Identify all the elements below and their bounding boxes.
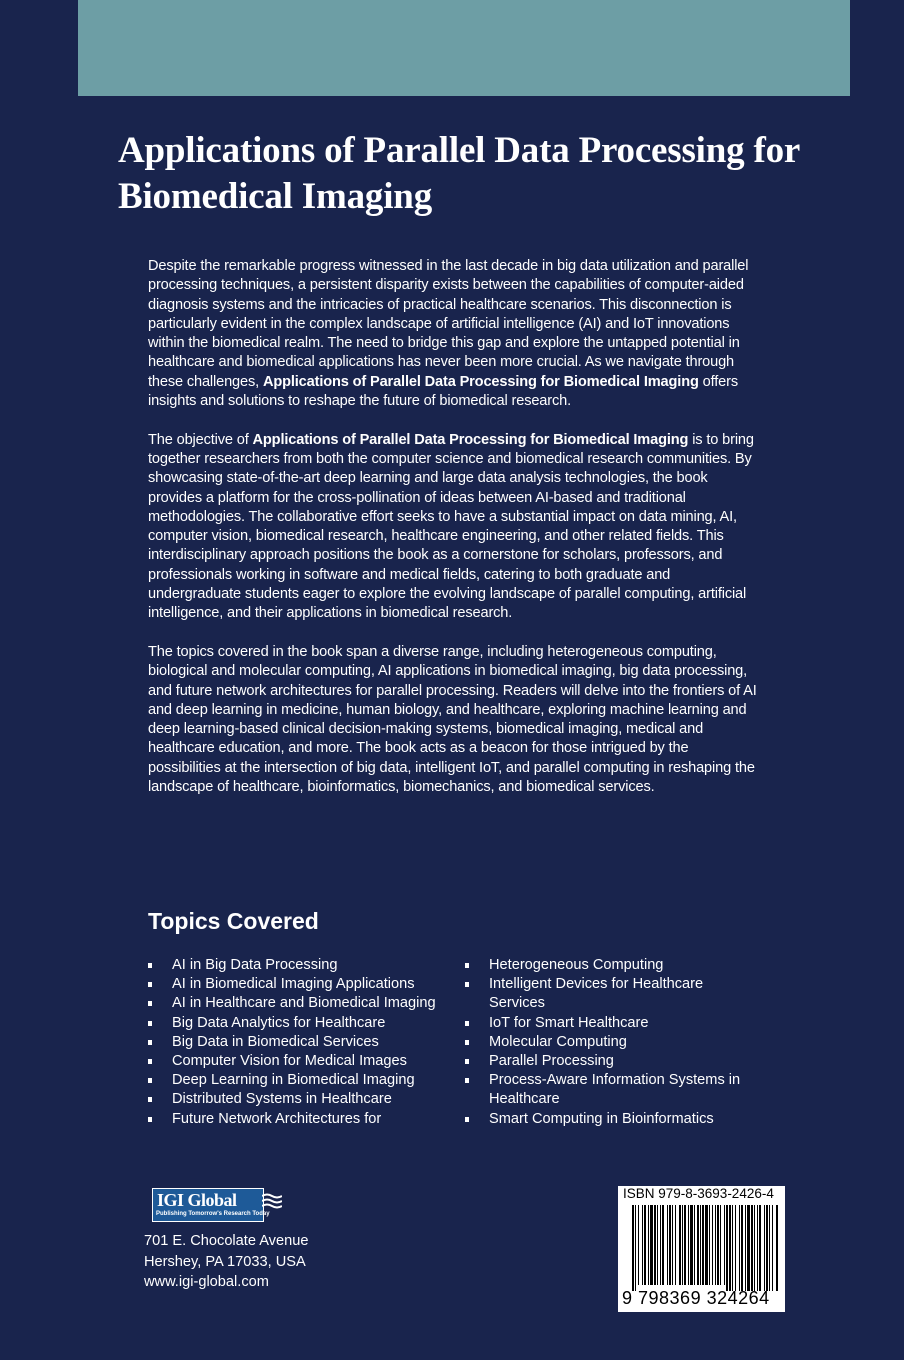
barcode-bar: [720, 1205, 721, 1285]
text-segment: is to bring together researchers from both the computer science and biomedical research communities. By showcasing state-of-the-art deep learning and large data analysis technologies, the book provides a platform for the cross-pollination of ideas between AI-based and traditional methodologies. The collaborative effort seeks to have a substantial impact on data mining, AI, computer vision, biomedical research, healthcare engineering, and other related fields. This interdisciplinary approach positions the book as a cornerstone for scholars, professors, and professionals working in software and medical fields, catering to both graduate and undergraduate students eager to explore the evolving landscape of parallel computing, artificial intelligence, and their applications in biomedical research.: [148, 431, 754, 622]
barcode-bar: [667, 1205, 668, 1285]
barcode-bar: [745, 1205, 746, 1291]
topic-item: Future Network Architectures for: [147, 1110, 437, 1129]
barcode-bar: [694, 1205, 695, 1285]
barcode-bar: [705, 1205, 708, 1285]
topic-item: Heterogeneous Computing: [464, 956, 754, 975]
barcode-bar: [772, 1205, 773, 1291]
paragraph: [148, 643, 760, 797]
barcode-bar: [644, 1205, 646, 1285]
barcode-bar: [757, 1205, 758, 1291]
text-segment: The objective of: [148, 431, 253, 448]
barcode-bar: [741, 1205, 743, 1291]
barcode-bar: [759, 1205, 761, 1291]
igi-global-logo: [152, 1188, 270, 1222]
barcode-bar: [715, 1205, 716, 1285]
barcode-bar: [735, 1205, 736, 1291]
barcode-bar: [766, 1205, 768, 1291]
barcode-bar: [700, 1205, 701, 1285]
barcode-bar: [635, 1205, 636, 1291]
topic-item: AI in Big Data Processing: [147, 956, 437, 975]
barcode-bar: [682, 1205, 683, 1285]
topic-item: IoT for Smart Healthcare: [464, 1014, 754, 1033]
topic-item: Deep Learning in Biomedical Imaging: [147, 1071, 437, 1090]
topic-item: Smart Computing in Bioinformatics: [464, 1110, 754, 1129]
barcode-bar: [684, 1205, 686, 1285]
isbn-barcode: [618, 1186, 785, 1312]
barcode-bar: [650, 1205, 653, 1285]
topics-heading: Topics Covered: [148, 908, 319, 934]
book-title-bold: Applications of Parallel Data Processing for Biomedical Imaging: [262, 373, 699, 390]
barcode-bar: [690, 1205, 693, 1285]
publisher-address: [144, 1231, 308, 1293]
topic-item: Distributed Systems in Healthcare: [147, 1090, 437, 1109]
logo-tagline: Publishing Tomorrow's Research Today: [156, 1211, 270, 1217]
topic-item: Parallel Processing: [464, 1052, 754, 1071]
address-line-1: 701 E. Chocolate Avenue: [144, 1233, 309, 1249]
topic-item: Big Data Analytics for Healthcare: [147, 1014, 437, 1033]
book-title-bold: Applications of Parallel Data Processing for Biomedical Imaging: [252, 431, 689, 448]
barcode-bar: [679, 1205, 681, 1285]
description: [148, 257, 760, 817]
topic-item: Intelligent Devices for Healthcare Services: [464, 975, 754, 1013]
barcode-bar: [662, 1205, 664, 1285]
barcode-bar: [697, 1205, 699, 1285]
topic-item: AI in Biomedical Imaging Applications: [147, 975, 437, 994]
barcode-bar: [729, 1205, 731, 1291]
topic-item: AI in Healthcare and Biomedical Imaging: [147, 994, 437, 1013]
logo-waves-icon: [262, 1193, 282, 1211]
barcode-bar: [717, 1205, 719, 1285]
topics-list-left: [147, 956, 437, 1129]
barcode-digits: 9 798369 324264: [622, 1288, 770, 1308]
website: www.igi-global.com: [144, 1274, 269, 1290]
barcode-bar: [702, 1205, 704, 1285]
barcode-bar: [669, 1205, 671, 1285]
paragraph: [148, 257, 760, 411]
topic-item: Molecular Computing: [464, 1033, 754, 1052]
barcode-bar: [739, 1205, 740, 1291]
barcode-bar: [732, 1205, 733, 1291]
barcode-bar: [726, 1205, 728, 1291]
topic-item: Computer Vision for Medical Images: [147, 1052, 437, 1071]
barcode-bar: [776, 1205, 778, 1291]
barcode-bar: [660, 1205, 661, 1285]
barcode-bar: [747, 1205, 750, 1291]
barcode-bar: [654, 1205, 656, 1285]
address-line-2: Hershey, PA 17033, USA: [144, 1253, 306, 1270]
barcode-bar: [769, 1205, 770, 1291]
barcode-bar: [709, 1205, 710, 1285]
logo-name: IGI Global: [157, 1190, 237, 1210]
barcode-bar: [642, 1205, 643, 1285]
barcode-bar: [712, 1205, 713, 1285]
barcode-bar: [675, 1205, 676, 1285]
barcode-bar: [754, 1205, 755, 1291]
isbn-text: ISBN 979-8-3693-2426-4: [623, 1186, 774, 1201]
barcode-bar: [657, 1205, 658, 1285]
barcode-bars: [632, 1205, 778, 1291]
topics-list-right: [464, 956, 754, 1129]
topic-item: Big Data in Biomedical Services: [147, 1033, 437, 1052]
paragraph: [148, 431, 760, 624]
text-segment: Despite the remarkable progress witnessed in the last decade in big data utilization and parallel processing techniques, a persistent disparity exists between the capabilities of computer-aided diagnosis systems and the intricacies of practical healthcare scenarios. This disconnection is particularly evident in the complex landscape of artificial intelligence (AI) and IoT innovations within the biomedical realm. The need to bridge this gap and explore the untapped potential in healthcare and biomedical applications has never been more crucial. As we navigate through these challenges,: [148, 258, 749, 390]
top-color-band: [78, 0, 850, 96]
text-segment: The topics covered in the book span a diverse range, including heterogeneous computing, biological and molecular computing, AI applications in biomedical imaging, big data processing, and future network architectures for parallel processing. Readers will delve into the frontiers of AI and deep learning in medicine, human biology, and healthcare, exploring machine learning and deep learning-based clinical decision-making systems, biomedical imaging, medical and healthcare education, and more. The book acts as a beacon for those intrigued by the possibilities at the intersection of big data, intelligent IoT, and parallel computing in reshaping the landscape of healthcare, bioinformatics, biomechanics, and biomedical services.: [148, 643, 757, 796]
barcode-bar: [751, 1205, 753, 1291]
barcode-bar: [724, 1205, 725, 1285]
barcode-bar: [764, 1205, 765, 1291]
barcode-bar: [672, 1205, 673, 1285]
barcode-bar: [638, 1205, 639, 1285]
topic-item: Process-Aware Information Systems in Healthcare: [464, 1071, 754, 1109]
barcode-bar: [688, 1205, 689, 1285]
book-title: Applications of Parallel Data Processing for Biomedical Imaging: [118, 130, 800, 217]
text-segment: offers insights and solutions to reshape the future of biomedical research.: [148, 373, 738, 410]
barcode-bar: [648, 1205, 649, 1285]
barcode-bar: [632, 1205, 634, 1291]
